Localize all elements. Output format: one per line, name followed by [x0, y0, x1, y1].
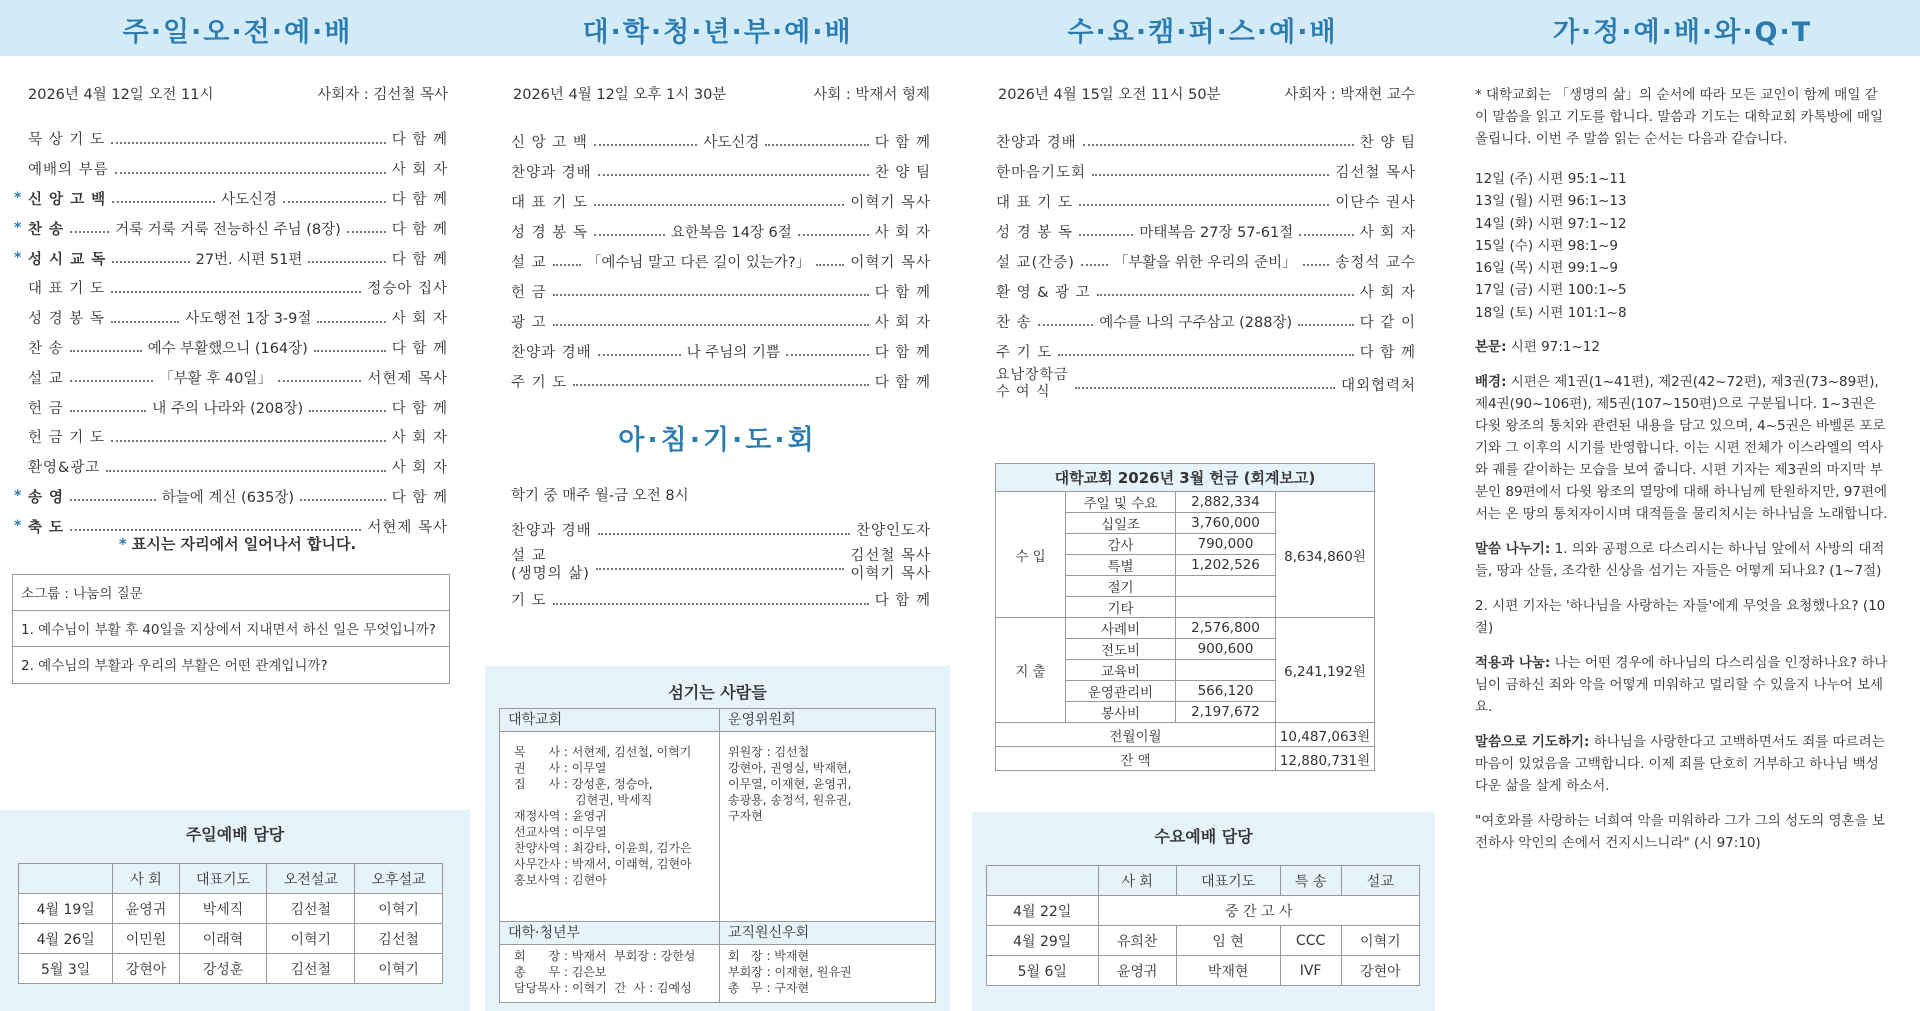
leader-dots: [816, 264, 844, 266]
service-item-detail: 하늘에 계신 (635장): [161, 489, 295, 506]
service-item-row: [511, 246, 931, 276]
list-item: 권 사 : 이무열: [514, 761, 607, 775]
list-item: 찬양사역 : 최강타, 이윤희, 김가은: [514, 841, 692, 855]
leader-dots: [111, 321, 179, 323]
leader-dots: [70, 529, 361, 531]
service-item-label: 성 경 봉 독: [996, 224, 1073, 241]
service-item-leader: 사 회 자: [1359, 224, 1416, 241]
service-item-label: 예배의 부름: [28, 162, 109, 179]
finance-item-name: 특별: [1066, 555, 1176, 576]
service-item-label: 찬 송: [28, 221, 65, 238]
youth-service-title: 대·학·청·년·부·예·배: [582, 17, 853, 48]
leader-dots: [309, 410, 386, 412]
finance-item-name: 십일조: [1066, 513, 1176, 534]
wednesday-duty-panel: [972, 812, 1435, 1011]
service-item-row: [996, 336, 1416, 366]
finance-item-value: [1176, 660, 1276, 681]
list-item: 구자현: [728, 809, 763, 823]
service-item-row: [28, 422, 448, 452]
service-item-detail: 마태복음 27장 57-61절: [1139, 224, 1294, 241]
leader-dots: [317, 321, 385, 323]
service-item-label: 찬양과 경배: [511, 164, 592, 181]
youth-staff-list: [500, 945, 720, 1003]
balance-label: 잔 액: [996, 747, 1276, 771]
service-item-label: 찬 송: [28, 340, 64, 357]
finance-title: 대학교회 2026년 3월 헌금 (회계보고): [996, 464, 1375, 492]
service-item-row: [28, 154, 448, 184]
table-header: 운영위원회: [720, 709, 936, 732]
service-item-label: 신 앙 고 백: [511, 134, 588, 151]
leader-dots: [70, 380, 154, 382]
table-header: 대학·청년부: [500, 922, 720, 945]
qt-intro: * 대학교회는 「생명의 삶」의 순서에 따라 모든 교인이 함께 매일 같이 말씀을 읽고 기도를 합니다. 말씀과 기도는 대학교회 카톡방에 매일 올립니다. 이번 주 말씀 읽는 순서는 다음과 같습니다.: [1475, 87, 1884, 147]
service-item-row: [996, 366, 1416, 402]
service-item-label: 대 표 기 도: [28, 281, 105, 298]
service-item-label: 성 경 봉 독: [511, 224, 588, 241]
service-item-label: 묵 상 기 도: [28, 132, 105, 149]
service-item-leader: 다 함 께: [1359, 344, 1416, 361]
leader-dots: [1083, 144, 1354, 146]
service-item-row: [14, 213, 448, 243]
leader-dots: [1303, 264, 1330, 266]
service-item-row: [14, 184, 448, 214]
service-item-label: 대 표 기 도: [996, 194, 1073, 211]
order-of-service: [14, 124, 449, 541]
finance-item-value: 566,120: [1176, 681, 1276, 702]
leader-dots: [70, 499, 156, 501]
small-group-box: [12, 574, 450, 684]
leader-dots: [70, 231, 109, 233]
service-item-label: 송 영: [28, 489, 65, 506]
service-item-row: [511, 276, 931, 306]
finance-item-name: 감사: [1066, 534, 1176, 555]
qt-share-2: 2. 시편 기자는 '하나님을 사랑하는 자들'에게 무엇을 요청했나요? (10절): [1475, 598, 1886, 637]
service-presider: 사회자 : 김선철 목사: [317, 87, 448, 103]
service-item-label: 요남장학금 수 여 식: [996, 367, 1069, 400]
list-item: 담당목사 : 이혁기 간 사 : 김예성: [514, 981, 692, 995]
leader-dots: [765, 144, 868, 146]
service-item-leader: 다 함 께: [874, 134, 932, 151]
service-item-leader: 다 함 께: [391, 132, 448, 149]
reading-item: 16일 (목) 시편 99:1~9: [1475, 260, 1618, 277]
wednesday-service-column: [960, 0, 1445, 1011]
table-header: [987, 866, 1099, 896]
list-item: 부회장 : 이재현, 원유권: [728, 965, 852, 979]
leader-dots: [594, 144, 697, 146]
service-item-row: [996, 306, 1416, 336]
finance-item-name: 절기: [1066, 576, 1176, 597]
service-date: 2026년 4월 15일 오전 11시 50분: [998, 87, 1221, 103]
reading-item: 15일 (수) 시편 98:1~9: [1475, 237, 1618, 254]
sunday-duty-panel: [0, 810, 470, 1011]
list-item: 총 무 : 김은보: [514, 965, 607, 979]
finance-item-value: [1176, 597, 1276, 618]
wednesday-duty-title: 수요예배 담당: [1154, 827, 1253, 846]
service-item-leader: 이혁기 목사: [850, 254, 931, 271]
sunday-service-column: [0, 0, 475, 1011]
finance-item-name: 기타: [1066, 597, 1176, 618]
list-item: 사무간사 : 박재서, 이래혁, 김현아: [514, 857, 692, 871]
list-item: 회 장 : 박재현: [728, 949, 810, 963]
service-item-row: [996, 126, 1416, 156]
leader-dots: [1075, 387, 1335, 389]
table-header: 오전설교: [267, 864, 355, 894]
service-item-detail: 사도행전 1장 3-9절: [185, 311, 312, 328]
service-item-leader: 다 함 께: [874, 374, 931, 391]
qt-background: 배경: 시편은 제1권(1~41편), 제2권(42~72편), 제3권(73~89편), 제4권(90~106편), 제5권(107~150편)으로 구분됩니다. 1~3권은 다윗 왕조의 통치와 관련된 내용을 담고 있으며, 4~5권은 바벨론 포로기와 그 이후의 시기를 반영합니다. 이는 시편 전체가 이스라엘의 역사와 궤를 같이하는 모습을 보여 줍니다. 시편 기자는 제3권의 마지막 부분인 89편에서 다윗 왕조의 멸망에 대해 하나님께 탄원하지만, 97편에서는 온 땅의 통치자이시며 대적들을 물리치시는 하나님을 노래합니다.: [1475, 374, 1888, 523]
reading-item: 17일 (금) 시편 100:1~5: [1475, 282, 1627, 299]
leader-dots: [594, 234, 665, 236]
finance-item-value: 2,576,800: [1176, 618, 1276, 639]
service-item-leader: 다 함 께: [391, 400, 448, 417]
service-item-leader: 이단수 권사: [1335, 194, 1416, 211]
standing-notice: * 표시는 자리에서 일어나서 합니다.: [118, 535, 357, 553]
leader-dots: [115, 172, 386, 174]
table-row: [996, 618, 1375, 639]
expense-label: 지 출: [996, 618, 1066, 723]
small-group-question: 1. 예수님이 부활 후 40일을 지상에서 지내면서 하신 일은 무엇입니까?: [13, 611, 449, 647]
reading-item: 12일 (주) 시편 95:1~11: [1475, 171, 1627, 187]
leader-dots: [798, 234, 869, 236]
morning-prayer-time: 학기 중 매주 월-금 오전 8시: [511, 488, 689, 504]
finance-report-table: [995, 463, 1375, 771]
service-item-leader: 서현제 목사: [367, 519, 448, 536]
service-item-label: 신 앙 고 백: [28, 191, 107, 208]
service-item-label: 찬 송: [996, 314, 1032, 331]
service-item-leader: 다 함 께: [391, 489, 448, 506]
service-item-label: 한마음기도회: [996, 164, 1087, 181]
leader-dots: [1097, 294, 1354, 296]
service-item-row: [511, 216, 931, 246]
table-header: 교직원신우회: [720, 922, 936, 945]
list-item: 홍보사역 : 김현아: [514, 873, 607, 887]
service-item-label: 주 기 도: [511, 374, 568, 391]
list-item: 위원장 : 김선철: [728, 745, 810, 759]
committee-list: [720, 732, 936, 922]
table-row: 4월 19일 윤영귀 박세직 김선철 이혁기: [19, 894, 443, 924]
small-group-question: 2. 예수님의 부활과 우리의 부활은 어떤 관계입니까?: [21, 658, 328, 674]
table-row: 4월 26일 이민원 이래혁 이혁기 김선철: [19, 924, 443, 954]
service-date: 2026년 4월 12일 오후 1시 30분: [513, 87, 727, 103]
service-item-detail: 사도신경: [703, 134, 760, 151]
list-item: 집 사 : 강성훈, 정승아,: [514, 777, 653, 791]
balance-value: 12,880,731원: [1276, 747, 1375, 771]
finance-item-value: 2,197,672: [1176, 702, 1276, 723]
stand-marker: *: [14, 220, 22, 237]
service-item-row: [511, 306, 931, 336]
leader-dots: [278, 380, 362, 382]
service-item-row: [28, 273, 448, 303]
service-item-leader: 찬 양 팀: [874, 164, 931, 181]
table-header: 오후설교: [355, 864, 443, 894]
leader-dots: [112, 201, 215, 203]
finance-item-name: 전도비: [1066, 639, 1176, 660]
service-item-detail: 예수를 나의 구주삼고 (288장): [1099, 314, 1293, 331]
table-row: [996, 492, 1375, 513]
service-item-detail: 요한복음 14장 6절: [670, 224, 792, 241]
service-item-detail: 예수 부활했으니 (164장): [147, 340, 308, 357]
table-row: [996, 747, 1375, 771]
service-item-leader: 다 같 이: [1359, 314, 1417, 331]
expense-total: 6,241,192원: [1276, 618, 1375, 723]
list-item: 목 사 : 서현제, 김선철, 이혁기: [514, 745, 692, 759]
table-header: 대표기도: [1176, 866, 1280, 896]
qt-title: 가·정·예·배·와·Q·T: [1552, 17, 1813, 48]
leader-dots: [594, 204, 844, 206]
leader-dots: [553, 264, 581, 266]
list-item: 재정사역 : 윤영귀: [514, 809, 607, 823]
service-item-row: [28, 452, 448, 482]
list-item: 김현권, 박세직: [514, 793, 653, 807]
stand-marker: *: [14, 190, 22, 207]
order-of-service: [996, 126, 1416, 402]
reading-item: 18일 (토) 시편 101:1~8: [1475, 304, 1627, 321]
income-total: 8,634,860원: [1276, 492, 1375, 618]
service-item-row: [996, 216, 1416, 246]
service-item-leader: 사 회 자: [874, 314, 931, 331]
service-item-leader: 사 회 자: [391, 460, 448, 477]
finance-item-name: 사례비: [1066, 618, 1176, 639]
service-item-row: [511, 126, 931, 156]
service-item-row: [28, 333, 448, 363]
service-item-label: 주 기 도: [996, 344, 1053, 361]
service-item-detail: 사도신경: [220, 191, 277, 208]
qt-apply: 적용과 나눔: 나는 어떤 경우에 하나님의 다스리심을 인정하나요? 하나님이 금하신 죄와 악을 어떻게 미워하고 멀리할 수 있을지 나누어 보세요.: [1475, 655, 1888, 716]
leader-dots: [1038, 324, 1094, 326]
leader-dots: [111, 291, 361, 293]
reading-item: 14일 (화) 시편 97:1~12: [1475, 215, 1627, 232]
leader-dots: [573, 384, 869, 386]
qt-content: [1475, 84, 1890, 867]
service-item-row: [511, 156, 931, 186]
service-item-row: [28, 124, 448, 154]
leader-dots: [112, 261, 189, 263]
service-item-leader: 사 회 자: [391, 311, 448, 328]
service-item-row: [511, 186, 931, 216]
service-item-leader: 사 회 자: [1359, 284, 1416, 301]
table-row: 5월 3일 강현아 강성훈 김선철 이혁기: [19, 954, 443, 984]
finance-item-value: [1176, 576, 1276, 597]
stand-marker: *: [14, 518, 22, 535]
service-item-label: 성 경 봉 독: [28, 311, 105, 328]
qt-share-1: 말씀 나누기: 1. 의와 공평으로 다스리시는 하나님 앞에서 사방의 대적들, 땅과 산들, 조각한 신상을 섬기는 자들은 어떻게 되나요? (1~7절): [1475, 541, 1885, 580]
morning-prayer-order: 찬양과 경배 찬양인도자 설 교 (생명의 삶) 김선철 목사 이혁기 목사 기 도 다 함 께: [511, 523, 931, 610]
finance-item-value: 1,202,526: [1176, 555, 1276, 576]
table-row: 5월 6일 윤영귀 박재현 IVF 강현아: [987, 956, 1420, 986]
service-item-row: [28, 392, 448, 422]
leader-dots: [106, 470, 385, 472]
sunday-service-title: 주·일·오·전·예·배: [122, 17, 353, 48]
service-item-label: 환영&광고: [28, 460, 101, 477]
service-item-leader: 대외협력처: [1340, 377, 1416, 394]
list-item: 총 무 : 구자현: [728, 981, 810, 995]
service-item-label: 설 교: [511, 254, 547, 271]
leader-dots: [786, 354, 869, 356]
leader-dots: [300, 499, 386, 501]
table-header: 사 회: [1098, 866, 1176, 896]
service-item-label: 성 시 교 독: [28, 251, 107, 268]
service-item-leader: 사 회 자: [391, 162, 448, 179]
leader-dots: [1079, 234, 1134, 236]
order-of-service: [511, 126, 931, 396]
service-item-label: 축 도: [28, 519, 65, 536]
service-item-detail: 「부활을 위한 우리의 준비」: [1113, 254, 1297, 271]
table-header: [19, 864, 113, 894]
finance-item-value: 2,882,334: [1176, 492, 1276, 513]
service-item-leader: 서현제 목사: [367, 370, 449, 387]
leader-dots: [553, 324, 869, 326]
list-item: 회 장 : 박재서 부회장 : 강한성: [514, 949, 696, 963]
service-item-leader: 다 함 께: [391, 340, 449, 357]
leader-dots: [598, 174, 869, 176]
service-item-leader: 사 회 자: [874, 224, 932, 241]
finance-item-name: 주일 및 수요: [1066, 492, 1176, 513]
service-item-leader: 다 함 께: [391, 221, 448, 238]
list-item: 강현아, 권영실, 박재현,: [728, 761, 852, 775]
servants-panel: [485, 666, 950, 1011]
service-item-row: [511, 336, 931, 366]
finance-item-value: 790,000: [1176, 534, 1276, 555]
table-row: [996, 723, 1375, 747]
table-header: 대학교회: [500, 709, 720, 732]
service-item-detail: 거룩 거룩 거룩 전능하신 주님 (8장): [115, 221, 341, 238]
qt-verse: "여호와를 사랑하는 너희여 악을 미워하라 그가 그의 성도의 영혼을 보전하사 악인의 손에서 건지시느니라" (시 97:10): [1475, 813, 1885, 852]
service-item-label: 대 표 기 도: [511, 194, 588, 211]
service-item-row: [996, 156, 1416, 186]
service-item-label: 설 교: [28, 370, 64, 387]
leader-dots: [314, 350, 386, 352]
leader-dots: [1298, 324, 1354, 326]
sunday-duty-table: [18, 863, 443, 984]
leader-dots: [1299, 234, 1354, 236]
table-header: 특 송: [1280, 866, 1341, 896]
leader-dots: [1079, 204, 1329, 206]
service-item-leader: 송정석 교수: [1335, 254, 1417, 271]
service-item-leader: 정승아 집사: [367, 281, 448, 298]
finance-item-name: 운영관리비: [1066, 681, 1176, 702]
service-item-leader: 다 함 께: [874, 344, 932, 361]
service-item-row: [14, 243, 449, 273]
leader-dots: [308, 261, 385, 263]
church-staff-list: [500, 732, 720, 922]
service-item-detail: 27번. 시편 51편: [195, 251, 303, 268]
servants-table: [499, 708, 936, 1003]
leader-dots: [598, 354, 681, 356]
leader-dots: [111, 440, 386, 442]
table-row: 4월 29일 유희찬 임 현 CCC 이혁기: [987, 926, 1420, 956]
leader-dots: [70, 350, 142, 352]
service-item-label: 광 고: [511, 314, 547, 331]
service-item-leader: 사 회 자: [391, 430, 448, 447]
leader-dots: [1092, 174, 1329, 176]
stand-marker: *: [14, 250, 22, 267]
table-row: 4월 22일 중 간 고 사: [987, 896, 1420, 926]
qt-column: [1445, 0, 1920, 1011]
service-item-detail: 나 주님의 기쁨: [686, 344, 780, 361]
service-item-label: 헌 금: [28, 400, 64, 417]
carry-label: 전월이월: [996, 723, 1276, 747]
service-item-row: [511, 366, 931, 396]
service-date: 2026년 4월 12일 오전 11시: [28, 87, 214, 103]
morning-prayer-title: 아·침·기·도·회: [618, 425, 817, 456]
service-presider: 사회자 : 박재현 교수: [1284, 87, 1415, 103]
leader-dots: [347, 231, 386, 233]
service-item-row: [28, 362, 448, 392]
service-item-row: [996, 186, 1416, 216]
carry-value: 10,487,063원: [1276, 723, 1375, 747]
service-item-detail: 「예수님 말고 다른 길이 있는가?」: [586, 254, 811, 271]
service-item-leader: 다 함 께: [391, 191, 448, 208]
service-item-leader: 다 함 께: [874, 284, 931, 301]
table-header: 설교: [1341, 866, 1419, 896]
leader-dots: [1081, 264, 1108, 266]
list-item: 송광용, 송정석, 원유권,: [728, 793, 852, 807]
service-item-row: [28, 303, 448, 333]
service-item-row: [996, 246, 1416, 276]
service-item-label: 환 영 & 광 고: [996, 284, 1091, 301]
qt-pray: 말씀으로 기도하기: 하나님을 사랑한다고 고백하면서도 죄를 따르려는 마음이 있었음을 고백합니다. 이제 죄를 단호히 거부하고 하나님 백성다운 삶을 살게 하소서.: [1475, 734, 1885, 795]
service-item-leader: 김선철 목사: [1335, 164, 1416, 181]
service-item-row: [14, 482, 448, 512]
reading-item: 13일 (월) 시편 96:1~13: [1475, 193, 1627, 210]
service-item-row: [996, 276, 1416, 306]
leader-dots: [553, 294, 869, 296]
service-item-label: 헌 금: [511, 284, 547, 301]
service-item-leader: 다 함 께: [391, 251, 449, 268]
leader-dots: [111, 142, 386, 144]
list-item: 선교사역 : 이무열: [514, 825, 607, 839]
finance-item-value: 3,760,000: [1176, 513, 1276, 534]
service-presider: 사회 : 박재서 형제: [813, 87, 930, 103]
wednesday-duty-table: [986, 865, 1420, 986]
service-item-label: 설 교(간증): [996, 254, 1075, 271]
finance-item-name: 교육비: [1066, 660, 1176, 681]
leader-dots: [1058, 354, 1354, 356]
leader-dots: [283, 201, 386, 203]
stand-marker: *: [14, 488, 22, 505]
service-item-label: 찬양과 경배: [511, 344, 592, 361]
service-item-leader: 찬 양 팀: [1359, 134, 1416, 151]
faculty-staff-list: [720, 945, 936, 1003]
service-item-detail: 「부활 후 40일」: [159, 370, 272, 387]
reading-list: [1475, 168, 1890, 324]
youth-service-column: [475, 0, 960, 1011]
service-item-detail: 내 주의 나라와 (208장): [152, 400, 304, 417]
wednesday-service-title: 수·요·캠·퍼·스·예·배: [1067, 17, 1338, 48]
sunday-duty-title: 주일예배 담당: [185, 825, 285, 844]
table-header: 대표기도: [179, 864, 267, 894]
table-header: 사 회: [113, 864, 179, 894]
service-item-leader: 이혁기 목사: [850, 194, 931, 211]
service-item-label: 헌 금 기 도: [28, 430, 105, 447]
small-group-title: 소그룹 : 나눔의 질문: [13, 575, 449, 611]
service-item-label: 찬양과 경배: [996, 134, 1077, 151]
servants-title: 섬기는 사람들: [668, 683, 767, 702]
income-label: 수 입: [996, 492, 1066, 618]
list-item: 이무열, 이재현, 윤영귀,: [728, 777, 852, 791]
qt-text: 본문: 시편 97:1~12: [1475, 339, 1600, 356]
finance-item-value: 900,600: [1176, 639, 1276, 660]
leader-dots: [70, 410, 147, 412]
finance-item-name: 봉사비: [1066, 702, 1176, 723]
